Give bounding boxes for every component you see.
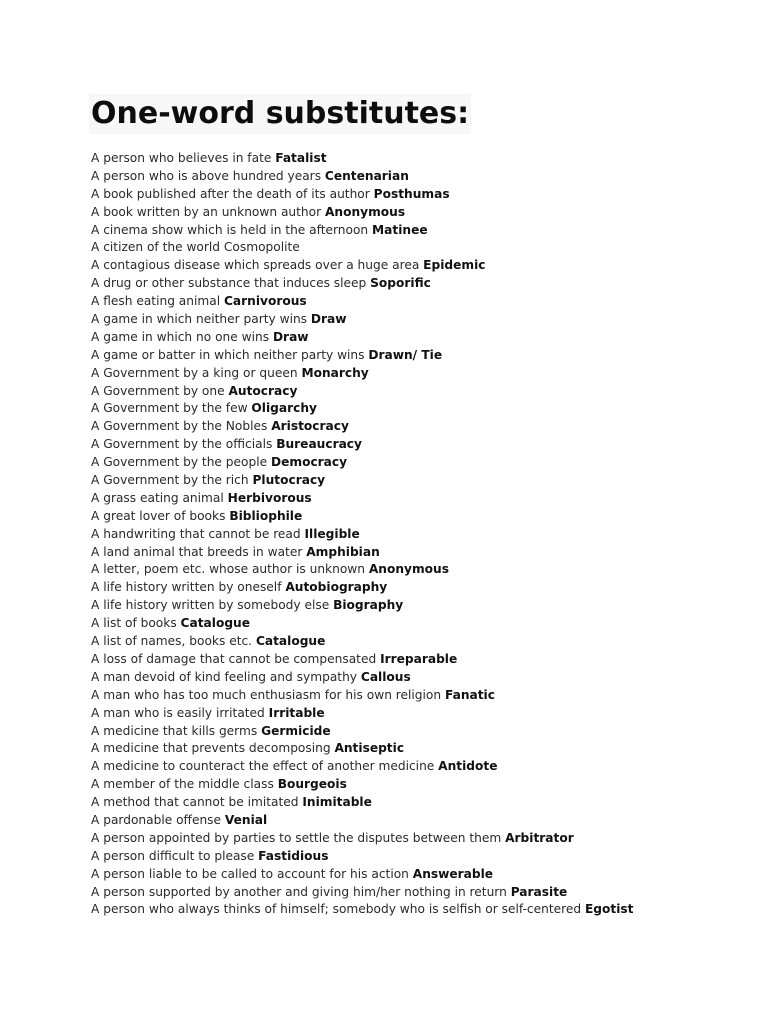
entry-definition: A list of books: [91, 616, 177, 631]
entry-definition: A Government by one: [91, 383, 225, 398]
list-item: [91, 204, 751, 222]
list-item: [91, 275, 751, 293]
entry-definition: A man who is easily irritated: [91, 705, 265, 720]
entry-word: Anonymous: [325, 204, 406, 219]
list-item: [91, 454, 751, 472]
entry-word: Bibliophile: [229, 508, 303, 523]
entry-definition: A contagious disease which spreads over a huge area: [91, 258, 420, 273]
list-item: [91, 561, 751, 579]
list-item: [91, 830, 751, 848]
entry-word: Irritable: [268, 705, 325, 720]
entry-definition: A handwriting that cannot be read: [91, 526, 301, 541]
entry-definition: A method that cannot be imitated: [91, 795, 299, 810]
entry-word: Draw: [272, 329, 309, 344]
entry-word: Draw: [310, 312, 347, 327]
entry-definition: A grass eating animal: [91, 490, 224, 505]
entry-definition: A flesh eating animal: [91, 294, 221, 309]
entry-definition: A great lover of books: [91, 508, 226, 523]
entry-definition: A citizen of the world: [91, 240, 221, 255]
list-item: [91, 794, 751, 812]
entry-word: Oligarchy: [251, 401, 317, 416]
list-item: [91, 901, 751, 919]
list-item: [91, 812, 751, 830]
entry-definition: A Government by the few: [91, 401, 248, 416]
entry-word: Venial: [224, 812, 268, 827]
list-item: [91, 150, 751, 168]
entry-definition: A medicine that kills germs: [91, 723, 258, 738]
entry-word: Autobiography: [285, 580, 388, 595]
entry-word: Irreparable: [380, 651, 458, 666]
entry-definition: A man who has too much enthusiasm for his own religion: [91, 687, 442, 702]
entry-word: Cosmopolite: [223, 240, 300, 255]
entry-word: Amphibian: [306, 544, 380, 559]
list-item: [91, 490, 751, 508]
entry-word: Fatalist: [275, 151, 327, 165]
entry-definition: A person who is above hundred years: [91, 168, 322, 183]
entry-word: Bureaucracy: [276, 437, 362, 452]
list-item: [91, 526, 751, 544]
list-item: [91, 633, 751, 651]
entry-definition: A person liable to be called to account for his action: [91, 866, 409, 881]
entry-word: Matinee: [372, 222, 428, 237]
entry-word: Monarchy: [301, 365, 369, 380]
entry-definition: A Government by the officials: [91, 437, 273, 452]
entry-definition: A life history written by somebody else: [91, 598, 330, 613]
entry-word: Centenarian: [324, 168, 409, 183]
list-item: [91, 365, 751, 383]
entry-word: Drawn/ Tie: [368, 347, 443, 362]
entry-word: Arbitrator: [505, 830, 574, 845]
entry-definition: A Government by the Nobles: [91, 419, 268, 434]
entry-definition: A letter, poem etc. whose author is unknown: [91, 562, 365, 577]
entry-word: Posthumas: [373, 186, 450, 201]
entry-word: Bourgeois: [277, 777, 347, 792]
entry-definition: A book written by an unknown author: [91, 204, 322, 219]
entry-definition: A cinema show which is held in the afternoon: [91, 222, 369, 237]
list-item: [91, 400, 751, 418]
entry-word: Parasite: [510, 884, 568, 899]
entry-definition: A land animal that breeds in water: [91, 544, 303, 559]
entry-definition: A person who always thinks of himself; somebody who is selfish or self-centered: [91, 902, 582, 917]
list-item: [91, 472, 751, 490]
list-item: [91, 758, 751, 776]
substitutes-list: [91, 150, 751, 919]
entry-definition: A pardonable offense: [91, 812, 222, 827]
entry-definition: A book published after the death of its author: [91, 186, 370, 201]
entry-word: Autocracy: [228, 383, 298, 398]
entry-definition: A loss of damage that cannot be compensated: [91, 651, 377, 666]
entry-word: Antiseptic: [334, 741, 405, 756]
list-item: [91, 723, 751, 741]
entry-definition: A game or batter in which neither party wins: [91, 347, 365, 362]
list-item: [91, 383, 751, 401]
entry-definition: A person who believes in fate: [91, 151, 272, 165]
entry-word: Callous: [360, 669, 411, 684]
entry-definition: A Government by the rich: [91, 473, 249, 488]
list-item: [91, 347, 751, 365]
list-item: [91, 866, 751, 884]
entry-definition: A list of names, books etc.: [91, 634, 253, 649]
list-item: [91, 168, 751, 186]
entry-word: Soporific: [370, 276, 431, 291]
entry-word: Fastidious: [258, 848, 329, 863]
entry-word: Illegible: [304, 526, 360, 541]
entry-word: Catalogue: [180, 616, 250, 631]
list-item: [91, 615, 751, 633]
list-item: [91, 776, 751, 794]
entry-definition: A Government by the people: [91, 455, 268, 470]
entry-definition: A man devoid of kind feeling and sympathy: [91, 669, 358, 684]
list-item: [91, 239, 751, 257]
entry-word: Inimitable: [302, 795, 372, 810]
entry-word: Egotist: [584, 902, 634, 917]
title-block: [89, 94, 471, 134]
entry-word: Biography: [333, 598, 404, 613]
list-item: [91, 544, 751, 562]
entry-word: Fanatic: [444, 687, 495, 702]
list-item: [91, 222, 751, 240]
entry-word: Aristocracy: [271, 419, 349, 434]
entry-definition: A medicine to counteract the effect of another medicine: [91, 759, 435, 774]
list-item: [91, 508, 751, 526]
entry-definition: A drug or other substance that induces sleep: [91, 276, 367, 291]
list-item: [91, 418, 751, 436]
list-item: [91, 329, 751, 347]
list-item: [91, 257, 751, 275]
entry-definition: A life history written by oneself: [91, 580, 282, 595]
list-item: [91, 740, 751, 758]
entry-definition: A Government by a king or queen: [91, 365, 298, 380]
entry-definition: A game in which no one wins: [91, 329, 270, 344]
entry-definition: A person appointed by parties to settle the disputes between them: [91, 830, 502, 845]
list-item: [91, 436, 751, 454]
list-item: [91, 687, 751, 705]
entry-word: Answerable: [412, 866, 494, 881]
list-item: [91, 186, 751, 204]
entry-definition: A game in which neither party wins: [91, 312, 308, 327]
list-item: [91, 669, 751, 687]
list-item: [91, 884, 751, 902]
list-item: [91, 311, 751, 329]
entry-word: Democracy: [270, 455, 348, 470]
list-item: [91, 579, 751, 597]
list-item: [91, 705, 751, 723]
entry-word: Herbivorous: [227, 490, 312, 505]
list-item: [91, 293, 751, 311]
entry-word: Epidemic: [423, 258, 486, 273]
entry-word: Plutocracy: [252, 473, 326, 488]
list-item: [91, 597, 751, 615]
list-item: [91, 848, 751, 866]
entry-word: Antidote: [438, 759, 498, 774]
entry-definition: A person supported by another and giving him/her nothing in return: [91, 884, 507, 899]
entry-word: Anonymous: [368, 562, 449, 577]
entry-word: Germicide: [261, 723, 331, 738]
list-item: [91, 651, 751, 669]
entry-word: Catalogue: [255, 634, 326, 649]
entry-word: Carnivorous: [223, 294, 307, 309]
entry-definition: A person difficult to please: [91, 848, 255, 863]
page-title: One-word substitutes:: [91, 96, 470, 131]
entry-definition: A member of the middle class: [91, 777, 274, 792]
entry-definition: A medicine that prevents decomposing: [91, 741, 331, 756]
